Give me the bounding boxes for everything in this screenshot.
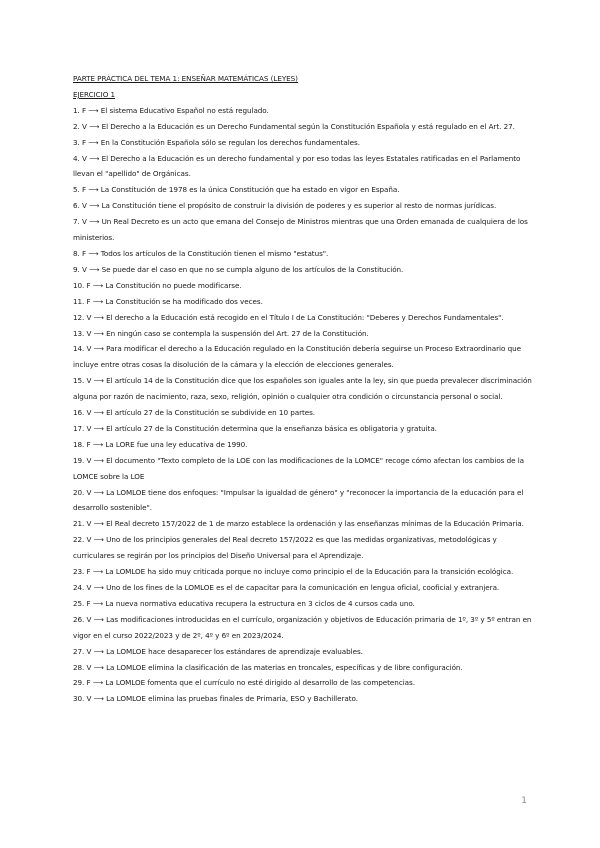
- document-title: PARTE PRÁCTICA DEL TEMA 1: ENSEÑAR MATEMÁTICAS (LEYES): [73, 74, 298, 83]
- list-item: 3. F ⟶ En la Constitución Española sólo se regulan los derechos fundamentales.: [73, 137, 360, 147]
- list-item: 30. V ⟶ La LOMLOE elimina las pruebas finales de Primaria, ESO y Bachillerato.: [73, 694, 358, 704]
- list-item: 16. V ⟶ El artículo 27 de la Constitución se subdivide en 10 partes.: [73, 408, 316, 418]
- list-item: 24. V ⟶ Uno de los fines de la LOMLOE es el de capacitar para la comunicación en lengua oficial, cooficial y extranjera.: [73, 583, 500, 592]
- exercise-heading: EJERCICIO 1: [73, 89, 116, 99]
- document-body: [73, 71, 533, 707]
- list-item: 10. F ⟶ La Constitución no puede modificarse.: [73, 280, 242, 290]
- list-item: 23. F ⟶ La LOMLOE ha sido muy criticada porque no incluye como principio el de la Educación para la transición ecológica.: [73, 567, 514, 577]
- list-item: 6. V ⟶ La Constitución tiene el propósito de construir la división de poderes y es superior al resto de normas jurídicas.: [73, 201, 497, 211]
- list-item: 19. V ⟶ El documento "Texto completo de la LOE con las modificaciones de la LOMCE" recoge cómo afectan los cambios de la LOMCE sobre la LOE: [73, 455, 525, 481]
- list-item: 22. V ⟶ Uno de los principios generales del Real decreto 157/2022 es que las medidas organizativas, metodológicas y curriculares se regirán por los principios del Diseño Universal para el Aprendizaje.: [73, 535, 497, 561]
- list-item: 21. V ⟶ El Real decreto 157/2022 de 1 de marzo establece la ordenación y las enseñanzas mínimas de la Educación Primaria.: [73, 519, 524, 529]
- list-item: 14. V ⟶ Para modificar el derecho a la Educación regulado en la Constitución debería seguirse un Proceso Extraordinario que incluye entre otras cosas la disolución de la cámara y la elección de elecciones generales.: [73, 344, 521, 370]
- list-item: 26. V ⟶ Las modificaciones introducidas en el currículo, organización y objetivos de Educación primaria de 1º, 3º y 5º entran en vigor en el curso 2022/2023 y de 2º, 4º y 6º en 2023/2024.: [73, 614, 532, 640]
- list-item: 7. V ⟶ Un Real Decreto es un acto que emana del Consejo de Ministros mientras que una Orden emanada de cualquiera de los ministerios.: [73, 217, 528, 243]
- list-item: 12. V ⟶ El derecho a la Educación está recogido en el Título I de La Constitución: "Deberes y Derechos Fundamentales".: [73, 312, 504, 322]
- list-item: 15. V ⟶ El artículo 14 de la Constitución dice que los españoles son iguales ante la ley, sin que pueda prevalecer discriminación alguna por razón de nacimiento, raza, sexo, religión, opinión o cualquier otra condición o circunstancia personal o social.: [73, 376, 532, 402]
- list-item: 11. F ⟶ La Constitución se ha modificado dos veces.: [73, 296, 263, 306]
- list-item: 1. F ⟶ El sistema Educativo Español no está regulado.: [73, 105, 269, 115]
- list-item: 2. V ⟶ El Derecho a la Educación es un Derecho Fundamental según la Constitución Española y está regulado en el Art. 27.: [73, 121, 515, 131]
- list-item: 8. F ⟶ Todos los artículos de la Constitución tienen el mismo "estatus".: [73, 248, 329, 258]
- list-item: 18. F ⟶ La LORE fue una ley educativa de 1990.: [73, 439, 248, 449]
- list-item: 27. V ⟶ La LOMLOE hace desaparecer los estándares de aprendizaje evaluables.: [73, 646, 363, 656]
- list-item: 9. V ⟶ Se puede dar el caso en que no se cumpla alguno de los artículos de la Constitución.: [73, 264, 404, 274]
- list-item: 25. F ⟶ La nueva normativa educativa recupera la estructura en 3 ciclos de 4 cursos cada uno.: [73, 598, 415, 608]
- answer-list: [73, 103, 533, 707]
- list-item: 17. V ⟶ El artículo 27 de la Constitución determina que la enseñanza básica es obligatoria y gratuita.: [73, 423, 437, 433]
- list-item: 28. V ⟶ La LOMLOE elimina la clasificación de las materias en troncales, específicas y de libre configuración.: [73, 662, 463, 672]
- page-number: 1: [521, 796, 527, 806]
- list-item: 4. V ⟶ El Derecho a la Educación es un derecho fundamental y por eso todas las leyes Estatales ratificadas en el Parlamento llevan el "apellido" de Orgánicas.: [73, 153, 521, 179]
- list-item: 20. V ⟶ La LOMLOE tiene dos enfoques: "Impulsar la igualdad de género" y "reconocer la importancia de la educación para el desarrollo sostenible".: [73, 487, 524, 513]
- list-item: 5. F ⟶ La Constitución de 1978 es la única Constitución que ha estado en vigor en España.: [73, 185, 400, 195]
- list-item: 29. F ⟶ La LOMLOE fomenta que el currículo no esté dirigido al desarrollo de las competencias.: [73, 678, 415, 688]
- list-item: 13. V ⟶ En ningún caso se contempla la suspensión del Art. 27 de la Constitución.: [73, 328, 369, 338]
